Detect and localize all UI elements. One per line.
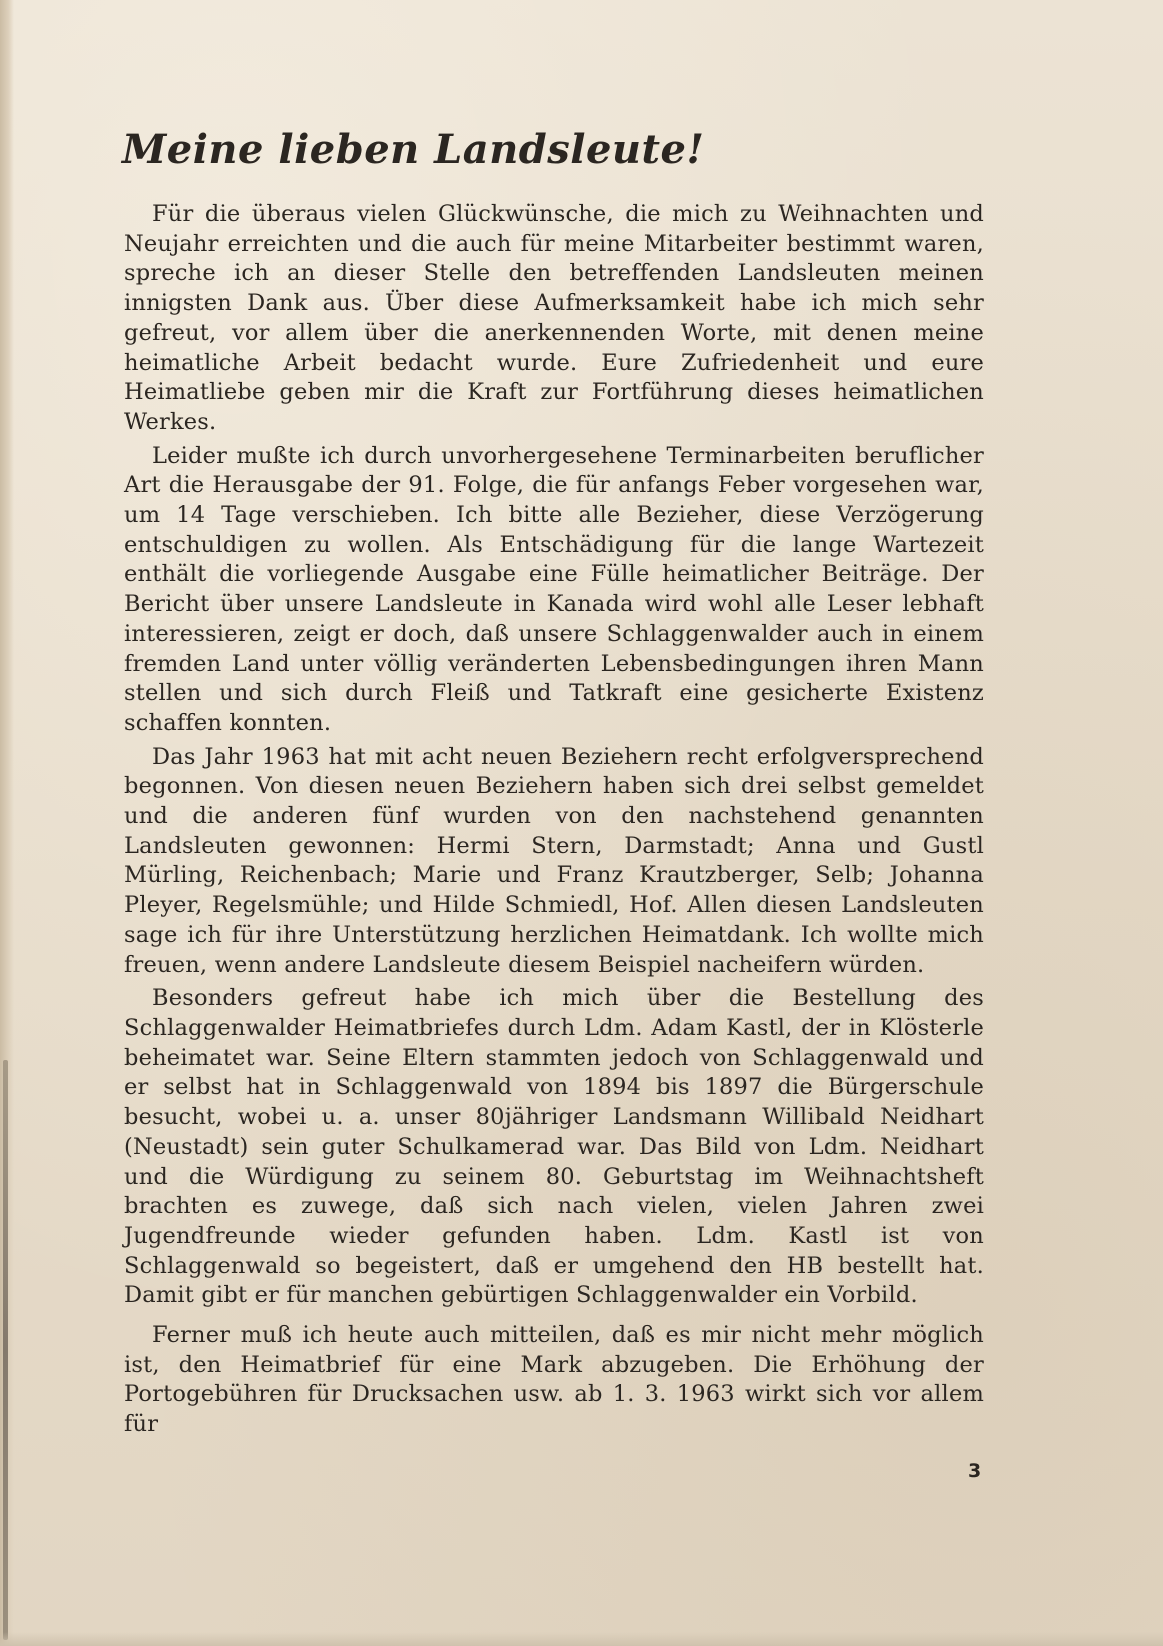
paragraph-new-subscribers: Das Jahr 1963 hat mit acht neuen Beziehern recht erfolgversprechend begonnen. Von diesen neuen Beziehern haben sich drei selbst gemeldet und die anderen fünf wurden von den nachstehend genannten Landsleuten gewonnen: Hermi Stern, Darmstadt; Anna und Gustl Mürling, Reichenbach; Marie und Franz Krautzberger, Selb; Johanna Pleyer, Regelsmühle; und Hilde Schmiedl, Hof. Allen diesen Landsleuten sage ich für ihre Unterstützung herzlichen Heimatdank. Ich wollte mich freuen, wenn andere Landsleute diesem Beispiel nacheifern würden. [124, 743, 984, 978]
letter-heading: Meine lieben Landsleute! [122, 126, 705, 173]
page-bottom-edge [0, 1632, 1163, 1646]
staple-shadow [3, 1060, 8, 1640]
paragraph-delay: Leider mußte ich durch unvorhergesehene Terminarbeiten beruflicher Art die Herausgabe der 91. Folge, die für anfangs Feber vorgesehen war, um 14 Tage verschieben. Ich bitte alle Bezieher, diese Verzögerung entschuldigen zu wollen. Als Entschädigung für die lange Wartezeit enthält die vorliegende Ausgabe eine Fülle heimatlicher Beiträge. Der Bericht über unsere Landsleute in Kanada wird wohl alle Leser lebhaft interessieren, zeigt er doch, daß unsere Schlaggenwalder auch in einem fremden Land unter völlig veränderten Lebensbedingungen ihren Mann stellen und sich durch Fleiß und Tatkraft eine gesicherte Existenz schaffen konnten. [124, 442, 984, 736]
page-number: 3 [968, 1460, 982, 1482]
paragraph-price: Ferner muß ich heute auch mitteilen, daß es mir nicht mehr möglich ist, den Heimatbrief für eine Mark abzugeben. Die Erhöhung der Portogebühren für Drucksachen usw. ab 1. 3. 1963 wirkt sich vor allem für [124, 1322, 984, 1438]
paragraph-kastl: Besonders gefreut habe ich mich über die Bestellung des Schlaggenwalder Heimatbriefes durch Ldm. Adam Kastl, der in Klösterle beheimatet war. Seine Eltern stammten jedoch von Schlaggenwald und er selbst hat in Schlaggenwald von 1894 bis 1897 die Bürgerschule besucht, wobei u. a. unser 80jähriger Landsmann Willibald Neidhart (Neustadt) sein guter Schulkamerad war. Das Bild von Ldm. Neidhart und die Würdigung zu seinem 80. Geburtstag im Weihnachtsheft brachten es zuwege, daß sich nach vielen, vielen Jahren zwei Jugendfreunde wieder gefunden haben. Ldm. Kastl ist von Schlaggenwald so begeistert, daß er umgehend den HB bestellt hat. Damit gibt er für manchen gebürtigen Schlaggenwalder ein Vorbild. [124, 985, 984, 1309]
paragraph-thanks: Für die überaus vielen Glückwünsche, die mich zu Weihnachten und Neujahr erreichten und die auch für meine Mitarbeiter bestimmt waren, spreche ich an dieser Stelle den betreffenden Landsleuten meinen innigsten Dank aus. Über diese Aufmerksamkeit habe ich mich sehr gefreut, vor allem über die anerkennenden Worte, mit denen meine heimatliche Arbeit bedacht wurde. Eure Zufriedenheit und eure Heimatliebe geben mir die Kraft zur Fortführung dieses heimatlichen Werkes. [124, 201, 984, 435]
letter-body [124, 200, 984, 1444]
